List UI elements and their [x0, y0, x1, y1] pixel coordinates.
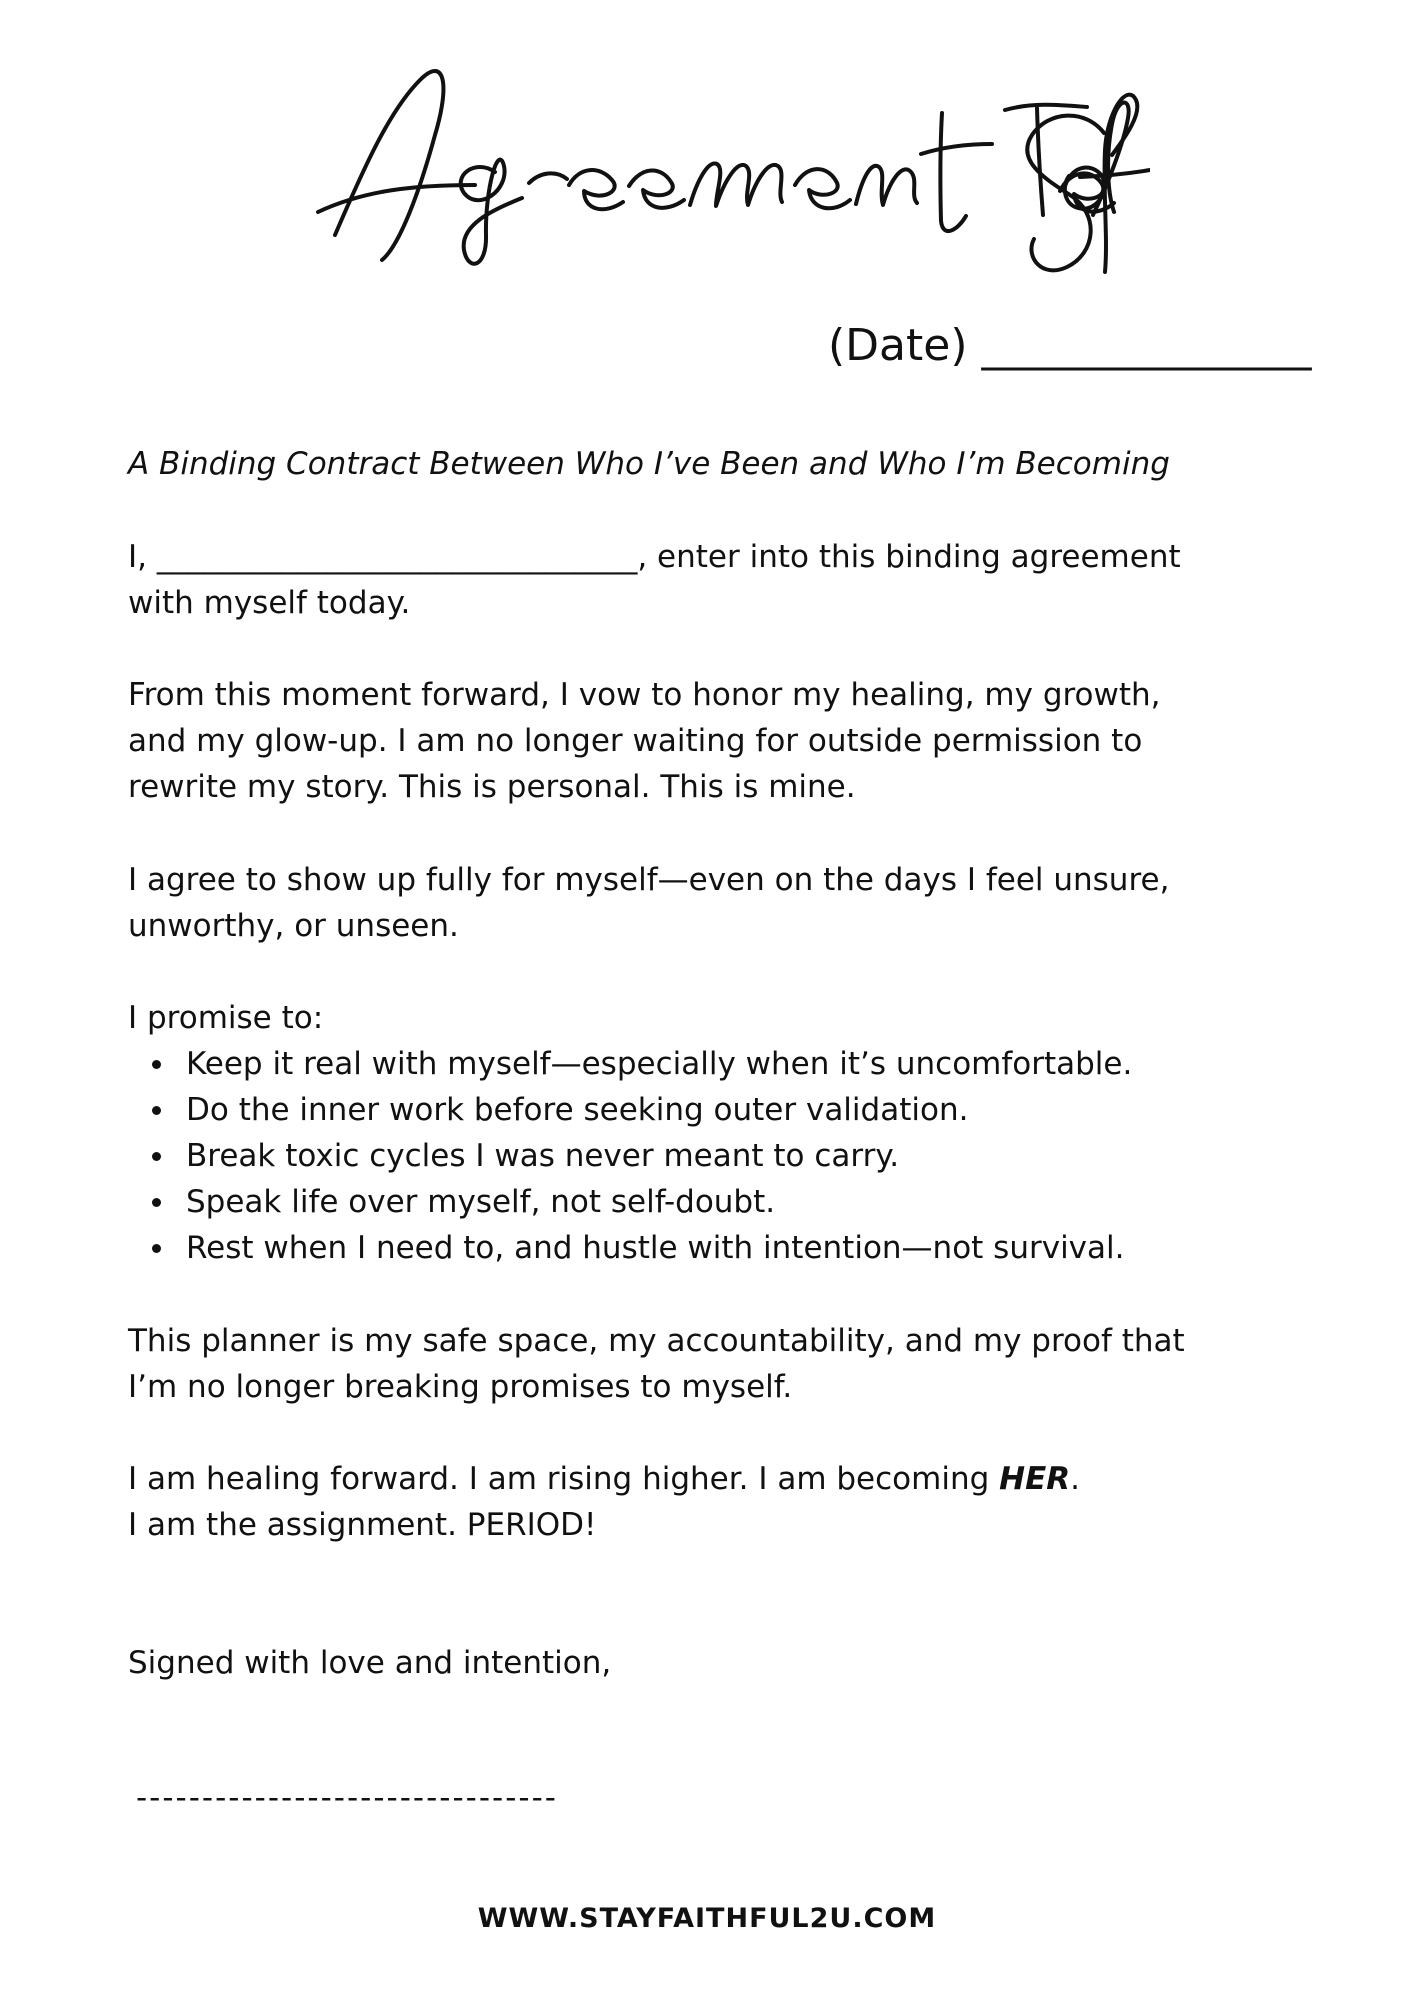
signature-line: -------------------------------- — [136, 1780, 558, 1816]
signoff-text: Signed with love and intention, — [128, 1645, 612, 1681]
closing-line-2: I am the assignment. PERIOD! — [128, 1507, 597, 1543]
planner-line-2: I’m no longer breaking promises to myself. — [128, 1369, 793, 1405]
commitment-line-3: rewrite my story. This is personal. This is mine. — [128, 769, 856, 805]
show-up-line-2: unworthy, or unseen. — [128, 908, 459, 944]
intro-line-1: I, _______________________________, enter into this binding agreement — [128, 539, 1181, 575]
closing-paragraph — [128, 1456, 1308, 1548]
closing-line-1-prefix: I am healing forward. I am rising higher. I am becoming — [128, 1461, 1000, 1497]
promise-item: Speak life over myself, not self-doubt. — [186, 1179, 1306, 1225]
promise-item: Keep it real with myself—especially when it’s uncomfortable. — [186, 1041, 1306, 1087]
website-footer: WWW.STAYFAITHFUL2U.COM — [477, 1903, 937, 1934]
show-up-line-1: I agree to show up fully for myself—even on the days I feel unsure, — [128, 862, 1170, 898]
promise-item: Break toxic cycles I was never meant to carry. — [186, 1133, 1306, 1179]
promise-list — [186, 1041, 1306, 1271]
date-field-label: (Date) _______________ — [828, 320, 1312, 371]
intro-paragraph — [128, 534, 1308, 626]
promise-intro: I promise to: — [128, 1000, 324, 1036]
planner-paragraph — [128, 1318, 1308, 1410]
page-title — [270, 40, 1150, 290]
commitment-line-1: From this moment forward, I vow to honor my healing, my growth, — [128, 677, 1161, 713]
promise-item: Rest when I need to, and hustle with intention—not survival. — [186, 1225, 1306, 1271]
closing-line-1-suffix: . — [1070, 1461, 1080, 1497]
commitment-line-2: and my glow-up. I am no longer waiting for outside permission to — [128, 723, 1143, 759]
planner-line-1: This planner is my safe space, my accountability, and my proof that — [128, 1323, 1185, 1359]
commitment-paragraph — [128, 672, 1308, 810]
closing-line-1 — [128, 1456, 1308, 1502]
script-title-artwork — [270, 40, 1150, 290]
intro-line-2: with myself today. — [128, 585, 411, 621]
promise-item: Do the inner work before seeking outer validation. — [186, 1087, 1306, 1133]
show-up-paragraph — [128, 857, 1308, 949]
closing-emphasis: HER — [999, 1461, 1071, 1497]
agreement-subtitle: A Binding Contract Between Who I’ve Been and Who I’m Becoming — [128, 446, 1170, 482]
